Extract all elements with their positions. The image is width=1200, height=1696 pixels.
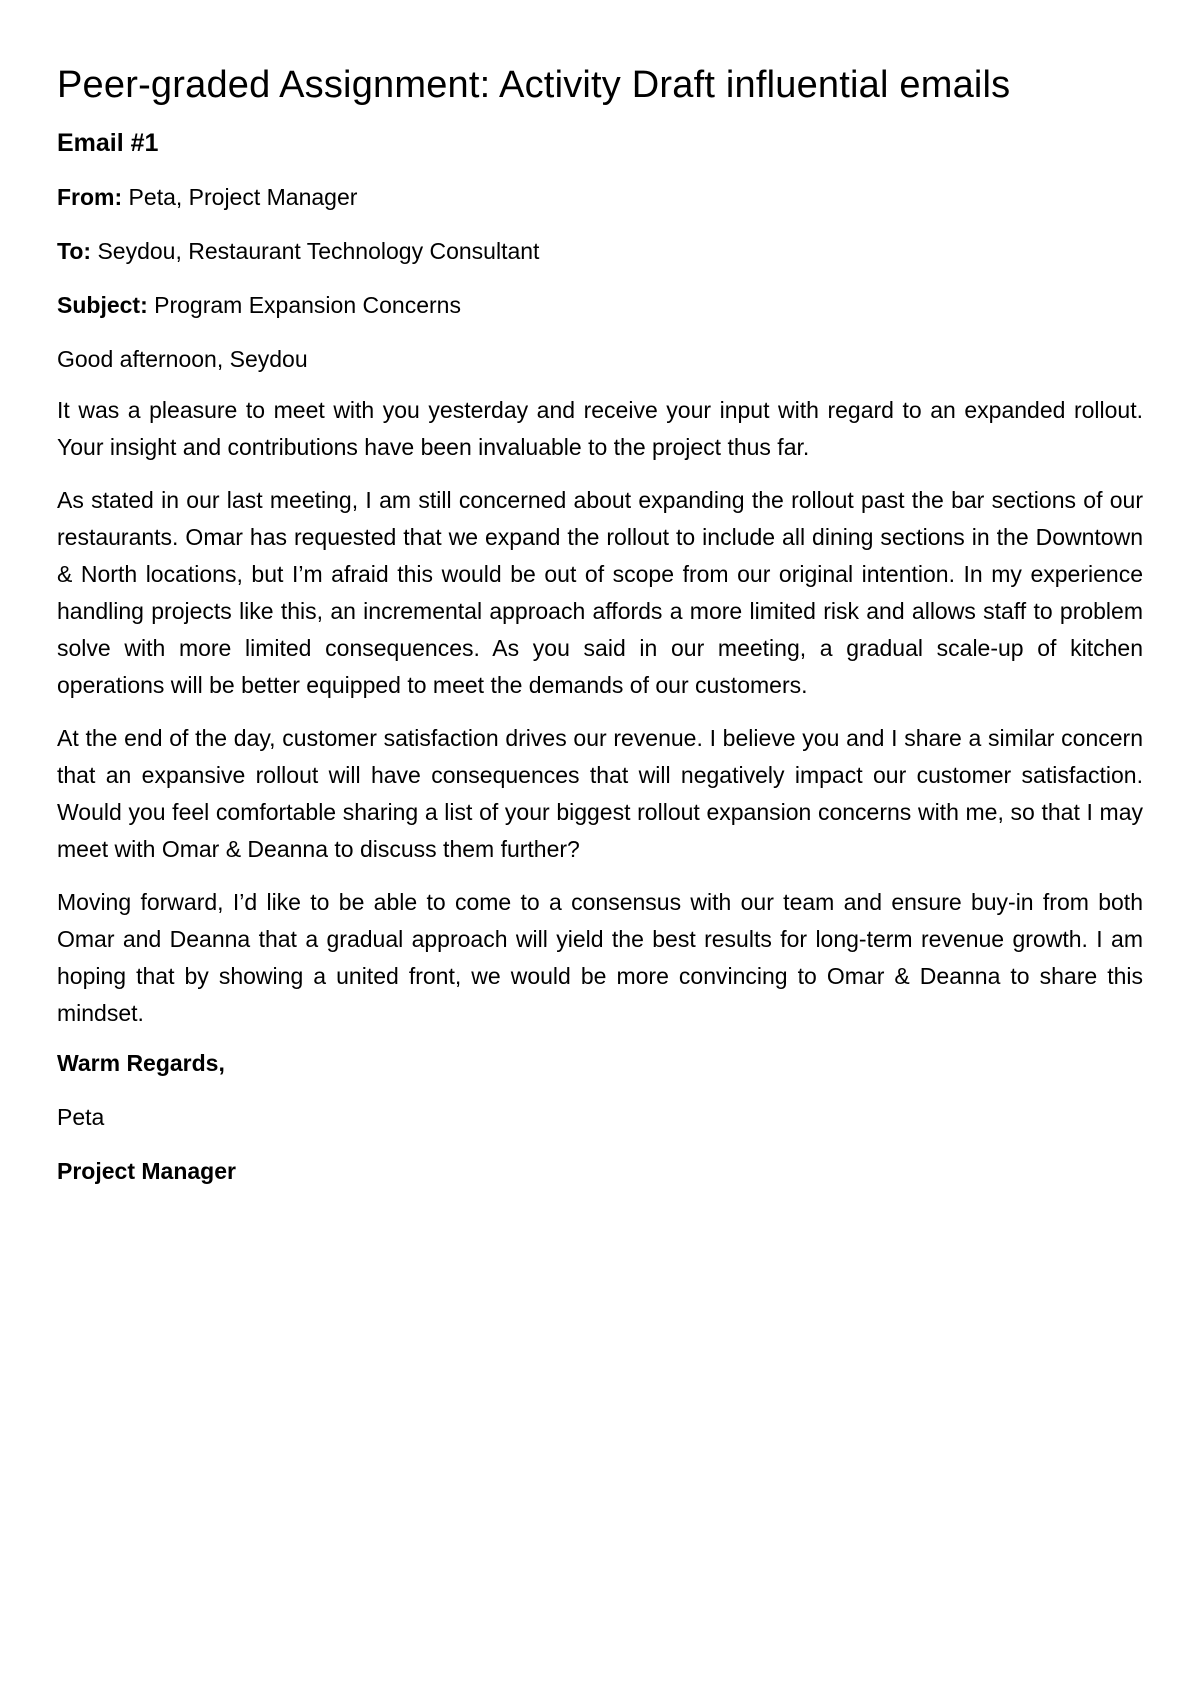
email-paragraph-3: At the end of the day, customer satisfaction drives our revenue. I believe you and I share a similar concern that an expansive rollout will have consequences that will negatively impact our customer satisfaction. Would you feel comfortable sharing a list of your biggest rollout expansion concerns with me, so that I may meet with Omar & Deanna to discuss them further?: [57, 725, 1143, 862]
signature-name: Peta: [57, 1104, 105, 1130]
to-value: Seydou, Restaurant Technology Consultant: [91, 238, 540, 264]
email-to-line: [57, 236, 1143, 266]
email-paragraph-2: As stated in our last meeting, I am still concerned about expanding the rollout past the bar sections of our restaurants. Omar has requested that we expand the rollout to include all dining sections in the Downtown & North locations, but I’m afraid this would be out of scope from our original intention. In my experience handling projects like this, an incremental approach affords a more limited risk and allows staff to problem solve with more limited consequences. As you said in our meeting, a gradual scale-up of kitchen operations will be better equipped to meet the demands of our customers.: [57, 487, 1143, 698]
email-heading: Email #1: [57, 129, 159, 157]
to-label: To:: [57, 238, 92, 264]
from-label: From:: [57, 184, 123, 210]
subject-value: Program Expansion Concerns: [147, 292, 461, 318]
subject-label: Subject:: [57, 292, 148, 318]
from-value: Peta, Project Manager: [122, 184, 358, 210]
email-paragraph-1: It was a pleasure to meet with you yesterday and receive your input with regard to an expanded rollout. Your insight and contributions have been invaluable to the project thus far.: [57, 397, 1143, 460]
email-from-line: [57, 182, 1143, 212]
email-subject-line: [57, 290, 1143, 320]
document-title: Peer-graded Assignment: Activity Draft influential emails: [57, 64, 1011, 106]
document-page: [57, 62, 1143, 1186]
email-paragraph-4: Moving forward, I’d like to be able to come to a consensus with our team and ensure buy-in from both Omar and Deanna that a gradual approach will yield the best results for long-term revenue growth. I am hoping that by showing a united front, we would be more convincing to Omar & Deanna to share this mindset.: [57, 889, 1143, 1026]
signature-title: Project Manager: [57, 1158, 236, 1184]
email-greeting: Good afternoon, Seydou: [57, 346, 308, 372]
email-closing: Warm Regards,: [57, 1050, 225, 1076]
